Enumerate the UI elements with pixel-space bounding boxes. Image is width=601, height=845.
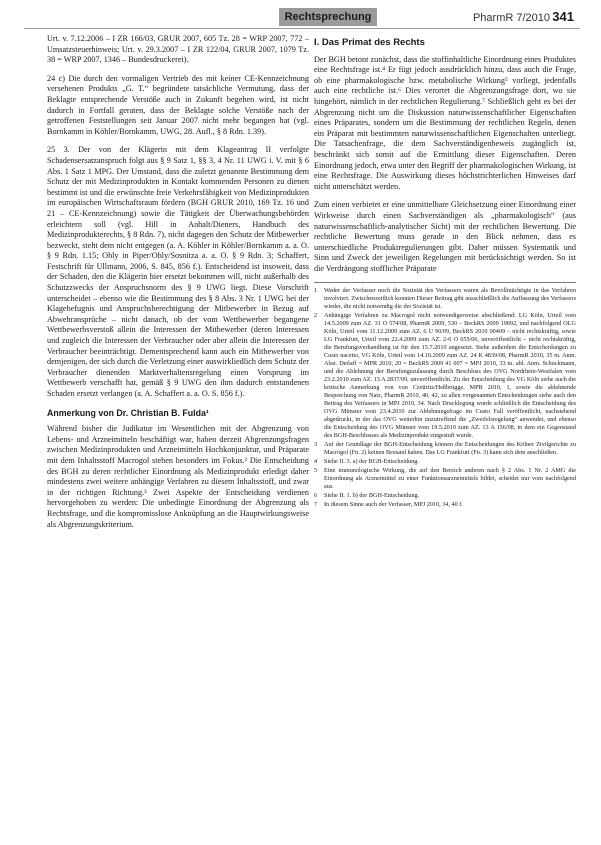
footnote [314, 458, 576, 466]
paragraph: 24 c) Die durch den vormaligen Vertrieb des mit keiner CE-Kennzeichnung versehenen Produkts „G. T.“ begründete tatsächliche Vermutung, dass der Beklagte entsprechende Verstöße auch in Zukunft begehen wird, ist nicht dadurch in Fortfall geraten, dass der Beklagte solche Verstöße nach der getroffenen Feststellungen seit Januar 2007 nicht mehr begangen hat (vgl. Bornkamm in Köhler/Bornkamm, UWG, 28. Aufl., § 8 Rdn. 1.39). [47, 73, 309, 136]
left-column [47, 34, 309, 538]
page-header [24, 6, 580, 29]
footnote [314, 441, 576, 457]
paragraph: Urt. v. 7.12.2006 – I ZR 166/03, GRUR 2007, 605 Tz. 28 = WRP 2007, 772 – Umsatzsteuerhinweis; Urt. v. 29.3.2007 – I ZR 122/04, GRUR 2007, 1079 Tz. 38 = WRP 2007, 1346 – Bundesdruckerei). [47, 34, 309, 65]
footnote-number: 3 [314, 441, 318, 449]
footnote-text: Anhängige Verfahren zu Macrogol nicht notwendigerweise abschließend: LG Köln, Urteil vom 14.5.2009 zum AZ. 31 O 574/08, PharmR 2009, 530 – BeckRS 2009 19092, und nachfolgend OLG Köln, Urteil vom 11.12.2009 zum AZ. 6 U 90/09, BeckRS 2010 00409 – nicht rechtskräftig, sowie LG Frankfurt, Urteil vom 22.4.2009 zum AZ. 2-6 O 655/06, unveröffentlicht – nicht rechtskräftig, die Berufungsverhandlung ist für den 15.7.2010 angesetzt. Siehe außerdem die Entscheidungen zu Custo nacetto, VG Köln, Urteil vom 14.10.2009 zum AZ. 24 K 4839/08, PharmR 2010, 35 m. Anm. Abst. Detlaff = MPR 2010, 20 = BeckRS 2009 41 007 = MPJ 2010, 33 m. abl. Anm. Schuckmann, und die Ablehnung der Berufungszulassung durch Beschluss des OVG Nordrhein-Westfalen vom 23.2.2010 zum AZ. 13 A 2837/09, unveröffentlicht. Zu der Entscheidung des VG Köln siehe auch die kritische Anmerkung von von Czettritz/Heßbrügge, MPR 2010, 1, sowie die ablehnende Besprechung von Natz, PharmR 2010, 40, 42, zu allen vorgenannten Entscheidungen siehe auch den Beitrag des Verfassers in MPJ 2010, 34. Nach Drucklegung wurde schließlich die Entscheidung des OVG Münster vom 23.4.2010 zur Ablehnungsfrage im Custo Fall veröffentlicht, nachstehend abgedruckt, in der das OVG weiterhin unzutreffend die „Zweifelsregelung“ anwendet, und ebenso die Entscheidung des OVG Münster vom 19.5.2010 zum AZ. 13 A 156/08, in dem ein Gegenstand des BGH-Beschlusses als Medizinprodukt eingestuft wurde. [324, 312, 576, 440]
footnote-number: 1 [314, 287, 318, 295]
paragraph: Zum einen verbietet er eine unmittelbare Gleichsetzung einer Einordnung einer Wirkweise durch einen Sachverständigen als „pharmakologisch“ (aus naturwissenschaftlich-analytischer Sicht) mit der rechtlichen Bewertung. Die rechtliche Bewertung muss gerade in den Blick nehmen, dass es unterschiedliche Produktregulierungen gibt. Daher müssen Systematik und Sinn und Zweck der jeweiligen Regelungen mit berücksichtigt werden. So ist die Verdrängung stofflicher Präparate [314, 200, 576, 273]
footnote-text: Siehe II. 3. a) der BGH-Entscheidung. [324, 458, 419, 466]
paragraph: 25 3. Der von der Klägerin mit dem Klageantrag II verfolgte Schadensersatzanspruch folgt aus § 9 Satz 1, §§ 3, 4 Nr. 11 UWG i. V. mit § 6 Abs. 1 Satz 1 MPG. Der Umstand, dass die zuletzt genannte Bestimmung dem Schutz der mit Medizinprodukten in Kontakt kommenden Personen zu dienen bestimmt ist und die erwünschte freie Verkehrsfähigkeit von Medizinprodukten im europäischen Wirtschaftsraum fördern (BGH GRUR 2010, 169 Tz. 16 und 21 – CE-Kennzeichnung) sowie die Tätigkeit der Überwachungsbehörden erleichtern soll (vgl. Hill in Anhalt/Dieners, Handbuch des Medizinprodukterechts, § 8 Rdn. 7), nicht dagegen den Schutz der Mitbewerber bezweckt, steht dem nicht entgegen (a. A. Köhler in Köhler/Bornkamm a. a. O. § 9 Rdn. 1.15; Ohly in Piper/Ohly/Sosnitza a. a. O. § 9 Rdn. 3; Schaffert, Festschrift für Ullmann, 2006, S. 845, 856 f.). Entscheidend ist insoweit, dass der Schaden, den die Klägerin hier ersetzt bekommen will, nicht außerhalb des Schutzzwecks der Anspruchsnorm des § 9 UWG liegt. Diese Vorschrift unterscheidet – ebenso wie die Bestimmung des § 8 Abs. 3 Nr. 1 UWG bei der Klagebefugnis und Anspruchsberechtigung der Mitbewerber in Bezug auf Abwehransprüche – nicht danach, ob der vom Wettbewerber begangene Wettbewerbsverstoß allein die Interessen der Mitbewerber (deren Interessen und zugleich die Interessen der Verbraucher oder aber allein die Interessen der Verbraucher beeinträchtigt. Dementsprechend kann auch ein Mitbewerber von demjenigen, der sich durch die Verletzung einer auswirkliedlich dem Schutz der Verbraucher dienenden Marktverhaltensregelung einen Vorsprung im Wettbewerb verschafft hat, gemäß § 9 UWG den ihm dadurch entstandenen Schaden ersetzt verlangen (a. A. Schaffert a. a. O. S. 856 f.). [47, 145, 309, 398]
section-heading: I. Das Primat des Rechts [314, 37, 425, 48]
journal-citation: PharmR 7/2010 [472, 12, 550, 24]
footnote-text: In diesem Sinne auch der Verfasser, MPJ 2010, 34, 40 f. [324, 501, 463, 509]
right-column [314, 34, 576, 510]
footnote-number: 2 [314, 312, 318, 320]
footnote [314, 287, 576, 311]
footnote-number: 4 [314, 458, 318, 466]
footnote-text: Siehe II. 1. b) der BGH-Entscheidung. [324, 492, 420, 500]
comment-heading: Anmerkung von Dr. Christian B. Fulda¹ [47, 407, 209, 418]
paragraph: Der BGH betont zunächst, dass die stoffinhaltliche Einordnung eines Produktes eine Rechtsfrage ist.⁴ Er fügt jedoch ausdrücklich hinzu, dass auch die Frage, ob eine pharmakologische bzw. metabolische Wirkung⁵ vorliegt, jedenfalls auch eine rechtliche ist.⁶ Dies verortet die Abgrenzungsfrage dort, wo sie hingehört, nämlich in der rechtlichen Regulierung.⁷ Schließlich geht es bei der Abgrenzung nicht um die Diskussion naturwissenschaftlicher Eigenschaften eines Präparates, sondern um die Bestimmung der rechtlichen Regeln, denen ein Präparat mit bestimmten naturwissenschaftlichen Eigenschaften unterliegt. Die Tatsachenfrage, die dem Sachverständigenbeweis zugänglich ist, beschränkt sich somit auf die Ermittlung dieser Eigenschaften. Deren Einordnung jedoch, etwa unter den Begriff der pharmakologischen Wirkung, ist eine Rechtsfrage. Die Auswirkung dieses höchstrichterlichen Hinweises darf nicht unterschätzt werden. [314, 54, 576, 191]
footnote-number: 6 [314, 492, 318, 500]
footnotes [314, 282, 576, 509]
footnote-number: 5 [314, 467, 318, 475]
paragraph: Während bisher die Judikatur im Wesentlichen mit der Abgrenzung von Lebens- und Arzneimitteln beschäftigt war, haben derzeit Abgrenzungsfragen zwischen Medizinprodukten und Arzneimitteln Hochkonjunktur, und Präparate mit dem Inhaltsstoff Macrogol stehen besonders im Fokus.² Die Entscheidung des BGH zu deren rechtlicher Einordnung als Medizinprodukt erledigt daher mindestens zwei weitere anhängige Verfahren zu diesem Inhaltsstoff, und zwar in der richtigen Richtung.³ Zwei Aspekte der Entscheidung verdienen hervorgehoben zu werden: Die unbedingte Einordnung der Abgrenzung als Rechtsfrage, und die kompromisslose Anknüpfung an die Hauptwirkungsweise als Abgrenzungskriterium. [47, 424, 309, 529]
footnote-text: Weder der Verfasser noch die Sozietät des Verfassers waren als Bevollmächtigte in das Verfahren involviert. Zwischenzeitlich konnten Dieser Beitrag gibt ausschließlich die Auffassung des Verfassers wieder, die nicht notwendig die der Sozietät ist. [324, 287, 576, 311]
footnote [314, 312, 576, 440]
section-tab: Rechtsprechung [279, 8, 377, 26]
footnote [314, 467, 576, 491]
footnote-number: 7 [314, 501, 318, 509]
page-number: 341 [552, 9, 574, 24]
footnote [314, 501, 576, 509]
footnote [314, 492, 576, 500]
footnote-text: Eine immunologische Wirkung, die auf den Bereich anderen nach § 2 Abs. 1 Nr. 2 AMG die Einordnung als Arzneimittel zu einer Funktionsarzneimittels bildet, scheidet nur vom nachfolgend aus. [324, 467, 576, 491]
footnote-text: Auf der Grundlage der BGH-Entscheidung können die Entscheidungen des Kölner Zivilgerichte zu Macrogol (Fn. 2) keinen Bestand haben. Das LG Frankfurt (Fn. 3) kann sich dem anschließen. [324, 441, 576, 457]
